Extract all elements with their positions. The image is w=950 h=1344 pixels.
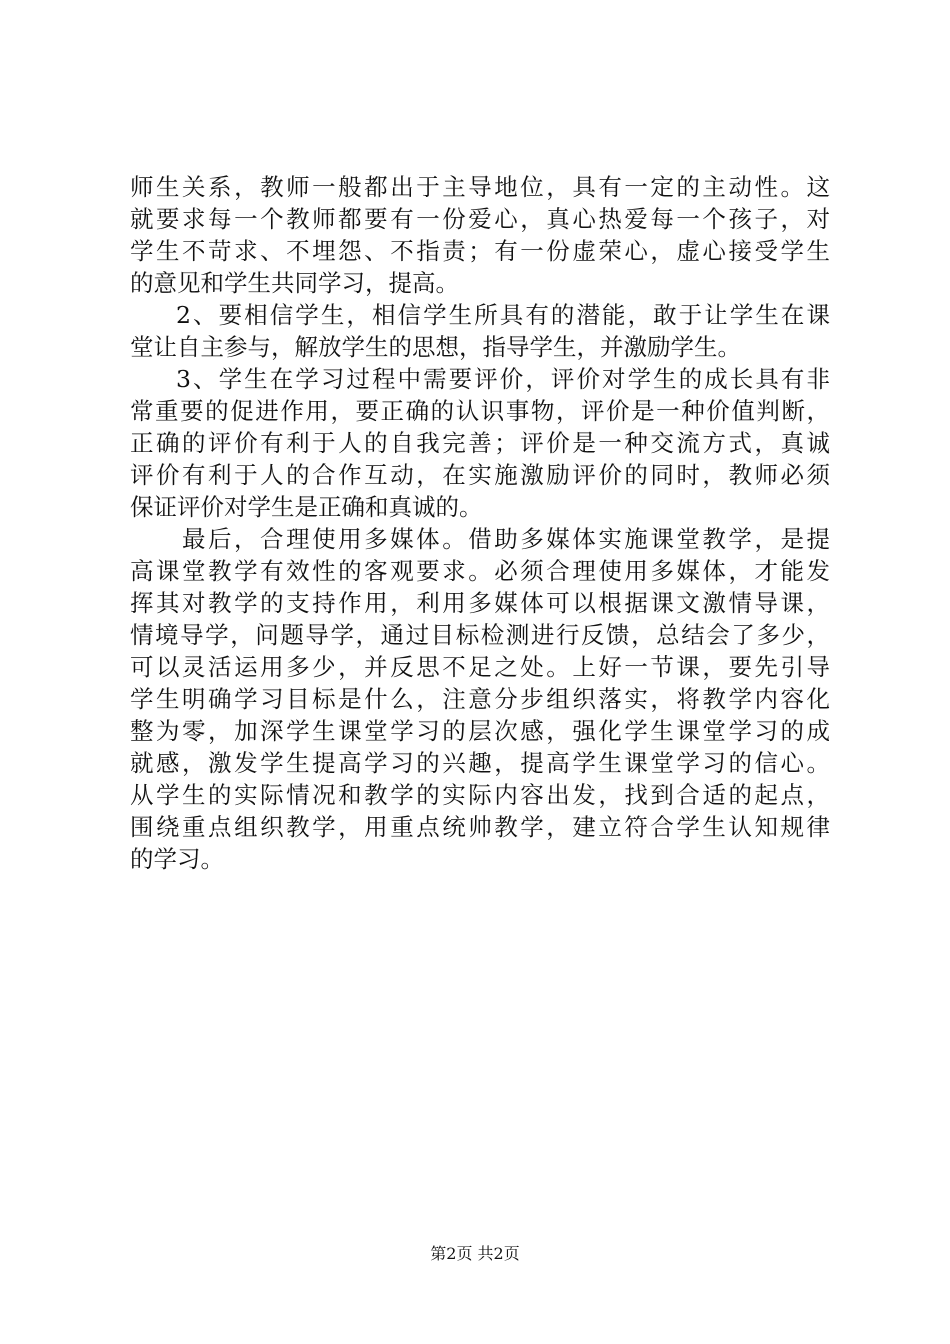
text-line: 高课堂教学有效性的客观要求。必须合理使用多媒体，才能发 — [130, 557, 830, 585]
text-line: 堂让自主参与，解放学生的思想，指导学生，并激励学生。 — [130, 333, 741, 361]
text-line: 从学生的实际情况和教学的实际内容出发，找到合适的起点， — [130, 781, 830, 809]
page-number-footer: 第2页 共2页 — [430, 1244, 520, 1263]
text-line: 评价有利于人的合作互动，在实施激励评价的同时，教师必须 — [130, 461, 830, 489]
text-line: 情境导学，问题导学，通过目标检测进行反馈，总结会了多少， — [130, 621, 830, 649]
text-line: 围绕重点组织教学，用重点统帅教学，建立符合学生认知规律 — [130, 813, 830, 841]
text-line: 的意见和学生共同学习，提高。 — [130, 269, 459, 297]
text-line: 挥其对教学的支持作用，利用多媒体可以根据课文激情导课， — [130, 589, 830, 617]
text-line: 2、要相信学生，相信学生所具有的潜能，敢于让学生在课 — [176, 301, 830, 329]
text-line: 学生不苛求、不埋怨、不指责；有一份虚荣心，虚心接受学生 — [130, 237, 830, 265]
text-line: 3、学生在学习过程中需要评价，评价对学生的成长具有非 — [176, 365, 830, 393]
text-line: 师生关系，教师一般都出于主导地位，具有一定的主动性。这 — [130, 173, 830, 201]
text-line: 保证评价对学生是正确和真诚的。 — [130, 493, 483, 521]
text-line: 整为零，加深学生课堂学习的层次感，强化学生课堂学习的成 — [130, 717, 830, 745]
text-line: 可以灵活运用多少，并反思不足之处。上好一节课，要先引导 — [130, 653, 830, 681]
text-line: 常重要的促进作用，要正确的认识事物，评价是一种价值判断， — [130, 397, 830, 425]
text-line: 的学习。 — [130, 845, 224, 873]
text-line: 最后，合理使用多媒体。借助多媒体实施课堂教学，是提 — [182, 525, 830, 553]
document-body — [130, 171, 830, 875]
text-line: 正确的评价有利于人的自我完善；评价是一种交流方式，真诚 — [130, 429, 830, 457]
text-line: 就感，激发学生提高学习的兴趣，提高学生课堂学习的信心。 — [130, 749, 830, 777]
text-line: 就要求每一个教师都要有一份爱心，真心热爱每一个孩子，对 — [130, 205, 830, 233]
text-line: 学生明确学习目标是什么，注意分步组织落实，将教学内容化 — [130, 685, 830, 713]
